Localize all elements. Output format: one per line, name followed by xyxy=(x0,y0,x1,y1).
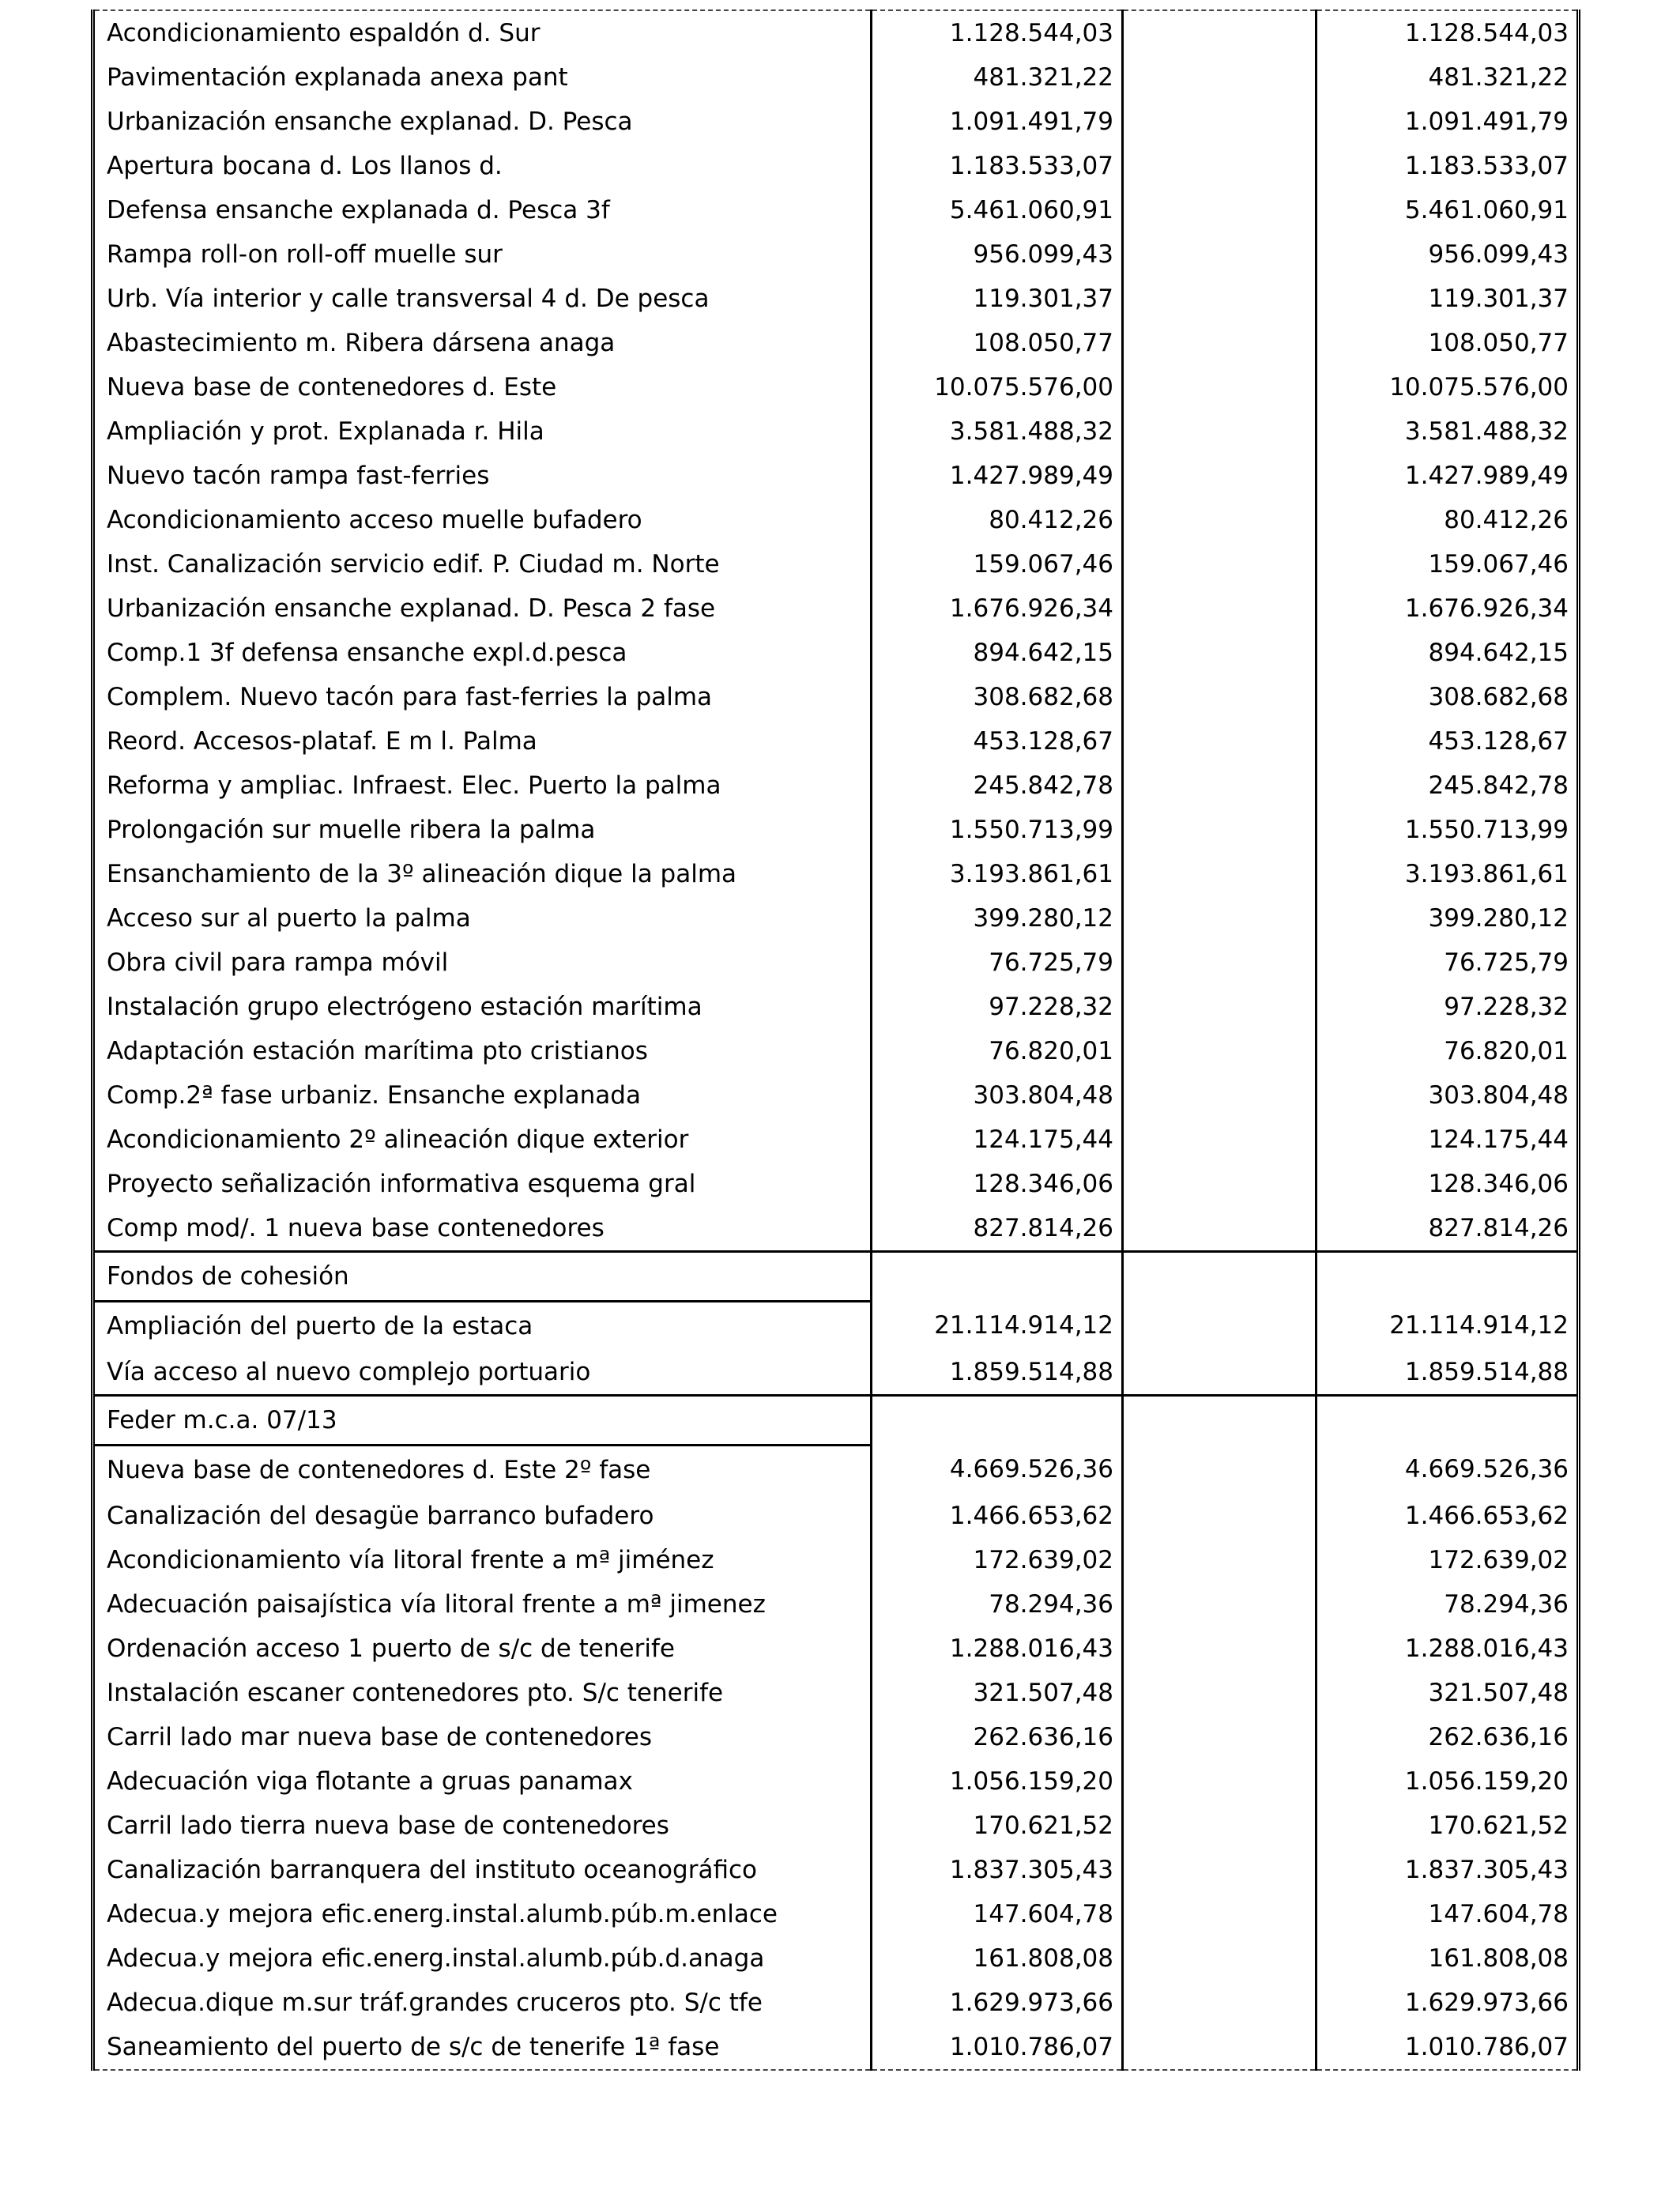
table-row xyxy=(93,188,1579,232)
project-description: Carril lado tierra nueva base de contenedores xyxy=(107,1811,669,1840)
table-row xyxy=(93,1029,1579,1073)
total-value: 1.056.159,20 xyxy=(1317,1759,1579,1804)
table-row xyxy=(93,896,1579,941)
table-row xyxy=(93,1936,1579,1981)
amount-value: 894.642,15 xyxy=(872,631,1123,675)
middle-value xyxy=(1123,1073,1317,1118)
amount-value: 1.676.926,34 xyxy=(872,586,1123,631)
section-header-row xyxy=(93,1396,1579,1446)
amount-value: 308.682,68 xyxy=(872,675,1123,719)
amount-value: 956.099,43 xyxy=(872,232,1123,277)
project-description: Nueva base de contenedores d. Este 2º fase xyxy=(107,1455,651,1484)
amount-value: 5.461.060,91 xyxy=(872,188,1123,232)
project-description: Comp.2ª fase urbaniz. Ensanche explanada xyxy=(107,1080,641,1110)
empty-cell xyxy=(872,1252,1123,1302)
project-description: Urbanización ensanche explanad. D. Pesca 2 fase xyxy=(107,594,716,623)
table-row xyxy=(93,1848,1579,1892)
middle-value xyxy=(1123,985,1317,1029)
project-description: Proyecto señalización informativa esquema gral xyxy=(107,1169,696,1198)
project-description: Rampa roll-on roll-off muelle sur xyxy=(107,239,503,269)
amount-value: 76.820,01 xyxy=(872,1029,1123,1073)
project-description: Apertura bocana d. Los llanos d. xyxy=(107,151,503,180)
total-value: 956.099,43 xyxy=(1317,232,1579,277)
middle-value xyxy=(1123,1759,1317,1804)
amount-value: 1.837.305,43 xyxy=(872,1848,1123,1892)
table-row xyxy=(93,985,1579,1029)
middle-value xyxy=(1123,188,1317,232)
middle-value xyxy=(1123,1715,1317,1759)
project-description: Ampliación del puerto de la estaca xyxy=(107,1311,533,1340)
table-row xyxy=(93,763,1579,808)
middle-value xyxy=(1123,100,1317,144)
project-description: Inst. Canalización servicio edif. P. Ciudad m. Norte xyxy=(107,549,720,579)
empty-cell xyxy=(1317,1396,1579,1446)
total-value: 170.621,52 xyxy=(1317,1804,1579,1848)
table-row xyxy=(93,144,1579,188)
table-row xyxy=(93,277,1579,321)
amount-value: 21.114.914,12 xyxy=(872,1302,1123,1351)
table-row xyxy=(93,542,1579,586)
table-row xyxy=(93,1715,1579,1759)
total-value: 128.346,06 xyxy=(1317,1162,1579,1206)
amount-value: 262.636,16 xyxy=(872,1715,1123,1759)
table-row xyxy=(93,1118,1579,1162)
table-row xyxy=(93,1627,1579,1671)
amount-value: 1.128.544,03 xyxy=(872,10,1123,55)
table-row xyxy=(93,498,1579,542)
middle-value xyxy=(1123,586,1317,631)
project-description: Comp.1 3f defensa ensanche expl.d.pesca xyxy=(107,638,627,667)
project-description: Ampliación y prot. Explanada r. Hila xyxy=(107,417,544,446)
total-value: 78.294,36 xyxy=(1317,1582,1579,1627)
amount-value: 80.412,26 xyxy=(872,498,1123,542)
middle-value xyxy=(1123,763,1317,808)
total-value: 76.820,01 xyxy=(1317,1029,1579,1073)
total-value: 303.804,48 xyxy=(1317,1073,1579,1118)
project-description: Carril lado mar nueva base de contenedores xyxy=(107,1722,653,1751)
middle-value xyxy=(1123,498,1317,542)
middle-value xyxy=(1123,1936,1317,1981)
middle-value xyxy=(1123,1350,1317,1396)
table-body xyxy=(93,10,1579,2070)
total-value: 159.067,46 xyxy=(1317,542,1579,586)
middle-value xyxy=(1123,1892,1317,1936)
middle-value xyxy=(1123,1446,1317,1495)
amount-value: 1.288.016,43 xyxy=(872,1627,1123,1671)
middle-value xyxy=(1123,1206,1317,1252)
table-row xyxy=(93,1302,1579,1351)
total-value: 119.301,37 xyxy=(1317,277,1579,321)
project-description: Ensanchamiento de la 3º alineación dique la palma xyxy=(107,859,737,888)
project-description: Obra civil para rampa móvil xyxy=(107,948,449,977)
middle-value xyxy=(1123,232,1317,277)
amount-value: 1.859.514,88 xyxy=(872,1350,1123,1396)
section-title: Fondos de cohesión xyxy=(93,1252,872,1302)
amount-value: 827.814,26 xyxy=(872,1206,1123,1252)
table-row xyxy=(93,454,1579,498)
table-row xyxy=(93,1206,1579,1252)
amount-value: 453.128,67 xyxy=(872,719,1123,763)
project-description: Urbanización ensanche explanad. D. Pesca xyxy=(107,107,633,136)
middle-value xyxy=(1123,1029,1317,1073)
total-value: 108.050,77 xyxy=(1317,321,1579,365)
project-description: Prolongación sur muelle ribera la palma xyxy=(107,815,596,844)
amount-value: 399.280,12 xyxy=(872,896,1123,941)
middle-value xyxy=(1123,454,1317,498)
total-value: 172.639,02 xyxy=(1317,1538,1579,1582)
table-row xyxy=(93,1162,1579,1206)
amount-value: 245.842,78 xyxy=(872,763,1123,808)
middle-value xyxy=(1123,1981,1317,2025)
total-value: 1.550.713,99 xyxy=(1317,808,1579,852)
middle-value xyxy=(1123,277,1317,321)
table-row xyxy=(93,55,1579,100)
middle-value xyxy=(1123,2025,1317,2070)
amount-value: 161.808,08 xyxy=(872,1936,1123,1981)
middle-value xyxy=(1123,1804,1317,1848)
middle-value xyxy=(1123,10,1317,55)
empty-cell xyxy=(872,1396,1123,1446)
table-row xyxy=(93,631,1579,675)
project-description: Urb. Vía interior y calle transversal 4 d. De pesca xyxy=(107,284,710,313)
table-row xyxy=(93,365,1579,409)
project-description: Acceso sur al puerto la palma xyxy=(107,903,471,933)
project-description: Nuevo tacón rampa fast-ferries xyxy=(107,461,490,490)
project-description: Adecua.y mejora efic.energ.instal.alumb.púb.d.anaga xyxy=(107,1943,765,1973)
table-row xyxy=(93,675,1579,719)
total-value: 80.412,26 xyxy=(1317,498,1579,542)
project-description: Adecuación viga flotante a gruas panamax xyxy=(107,1766,633,1796)
table-row xyxy=(93,232,1579,277)
table-row xyxy=(93,10,1579,55)
middle-value xyxy=(1123,365,1317,409)
total-value: 481.321,22 xyxy=(1317,55,1579,100)
amount-value: 172.639,02 xyxy=(872,1538,1123,1582)
table-row xyxy=(93,941,1579,985)
table-row xyxy=(93,1759,1579,1804)
total-value: 245.842,78 xyxy=(1317,763,1579,808)
project-description: Adecua.y mejora efic.energ.instal.alumb.púb.m.enlace xyxy=(107,1899,778,1928)
total-value: 3.193.861,61 xyxy=(1317,852,1579,896)
amount-value: 170.621,52 xyxy=(872,1804,1123,1848)
empty-cell xyxy=(1317,1252,1579,1302)
project-description: Canalización barranquera del instituto oceanográfico xyxy=(107,1855,757,1884)
amount-value: 128.346,06 xyxy=(872,1162,1123,1206)
project-description: Acondicionamiento 2º alineación dique exterior xyxy=(107,1125,689,1154)
middle-value xyxy=(1123,941,1317,985)
amount-value: 76.725,79 xyxy=(872,941,1123,985)
total-value: 321.507,48 xyxy=(1317,1671,1579,1715)
amount-value: 1.427.989,49 xyxy=(872,454,1123,498)
total-value: 453.128,67 xyxy=(1317,719,1579,763)
amount-value: 108.050,77 xyxy=(872,321,1123,365)
project-description: Defensa ensanche explanada d. Pesca 3f xyxy=(107,195,610,224)
amount-value: 1.091.491,79 xyxy=(872,100,1123,144)
table-row xyxy=(93,852,1579,896)
amount-value: 3.581.488,32 xyxy=(872,409,1123,454)
total-value: 4.669.526,36 xyxy=(1317,1446,1579,1495)
table-row xyxy=(93,1981,1579,2025)
middle-value xyxy=(1123,1582,1317,1627)
middle-value xyxy=(1123,852,1317,896)
table-row xyxy=(93,100,1579,144)
amount-value: 124.175,44 xyxy=(872,1118,1123,1162)
middle-value xyxy=(1123,1162,1317,1206)
total-value: 1.010.786,07 xyxy=(1317,2025,1579,2070)
total-value: 894.642,15 xyxy=(1317,631,1579,675)
amount-value: 303.804,48 xyxy=(872,1073,1123,1118)
project-description: Comp mod/. 1 nueva base contenedores xyxy=(93,1206,872,1252)
middle-value xyxy=(1123,719,1317,763)
middle-value xyxy=(1123,409,1317,454)
total-value: 1.427.989,49 xyxy=(1317,454,1579,498)
amount-value: 97.228,32 xyxy=(872,985,1123,1029)
table-row xyxy=(93,1892,1579,1936)
table-row xyxy=(93,1494,1579,1538)
project-description: Acondicionamiento espaldón d. Sur xyxy=(107,18,541,47)
project-description: Adecua.dique m.sur tráf.grandes cruceros pto. S/c tfe xyxy=(107,1988,763,2017)
total-value: 10.075.576,00 xyxy=(1317,365,1579,409)
total-value: 97.228,32 xyxy=(1317,985,1579,1029)
total-value: 1.676.926,34 xyxy=(1317,586,1579,631)
middle-value xyxy=(1123,55,1317,100)
project-description: Abastecimiento m. Ribera dársena anaga xyxy=(107,328,616,357)
total-value: 1.288.016,43 xyxy=(1317,1627,1579,1671)
amount-value: 159.067,46 xyxy=(872,542,1123,586)
middle-value xyxy=(1123,321,1317,365)
empty-cell xyxy=(1123,1252,1317,1302)
total-value: 124.175,44 xyxy=(1317,1118,1579,1162)
empty-cell xyxy=(1123,1396,1317,1446)
project-description: Instalación grupo electrógeno estación marítima xyxy=(107,992,703,1021)
table-row xyxy=(93,1582,1579,1627)
table-row xyxy=(93,2025,1579,2070)
middle-value xyxy=(1123,1538,1317,1582)
project-description: Vía acceso al nuevo complejo portuario xyxy=(93,1350,872,1396)
total-value: 1.091.491,79 xyxy=(1317,100,1579,144)
table-row xyxy=(93,1538,1579,1582)
middle-value xyxy=(1123,1848,1317,1892)
total-value: 399.280,12 xyxy=(1317,896,1579,941)
total-value: 1.128.544,03 xyxy=(1317,10,1579,55)
total-value: 147.604,78 xyxy=(1317,1892,1579,1936)
middle-value xyxy=(1123,1671,1317,1715)
table-row xyxy=(93,409,1579,454)
project-description: Pavimentación explanada anexa pant xyxy=(107,62,568,92)
amount-value: 1.183.533,07 xyxy=(872,144,1123,188)
total-value: 1.629.973,66 xyxy=(1317,1981,1579,2025)
total-value: 5.461.060,91 xyxy=(1317,188,1579,232)
project-description: Canalización del desagüe barranco bufadero xyxy=(107,1501,654,1530)
project-description: Nueva base de contenedores d. Este xyxy=(107,372,557,401)
total-value: 161.808,08 xyxy=(1317,1936,1579,1981)
project-description: Adecuación paisajística vía litoral frente a mª jimenez xyxy=(107,1589,766,1619)
amount-value: 78.294,36 xyxy=(872,1582,1123,1627)
amount-value: 4.669.526,36 xyxy=(872,1446,1123,1495)
table-row xyxy=(93,719,1579,763)
amount-value: 1.010.786,07 xyxy=(872,2025,1123,2070)
middle-value xyxy=(1123,631,1317,675)
total-value: 21.114.914,12 xyxy=(1317,1302,1579,1351)
middle-value xyxy=(1123,542,1317,586)
table-row xyxy=(93,321,1579,365)
middle-value xyxy=(1123,896,1317,941)
total-value: 76.725,79 xyxy=(1317,941,1579,985)
total-value: 1.183.533,07 xyxy=(1317,144,1579,188)
middle-value xyxy=(1123,1302,1317,1351)
table-row xyxy=(93,586,1579,631)
middle-value xyxy=(1123,144,1317,188)
total-value: 1.837.305,43 xyxy=(1317,1848,1579,1892)
project-description: Instalación escaner contenedores pto. S/c tenerife xyxy=(107,1678,724,1707)
project-description: Ordenación acceso 1 puerto de s/c de tenerife xyxy=(107,1634,675,1663)
table-row xyxy=(93,1804,1579,1848)
total-value: 1.466.653,62 xyxy=(1317,1494,1579,1538)
project-description: Reforma y ampliac. Infraest. Elec. Puerto la palma xyxy=(107,771,721,800)
middle-value xyxy=(1123,1494,1317,1538)
project-description: Reord. Accesos-plataf. E m l. Palma xyxy=(107,726,537,756)
middle-value xyxy=(1123,675,1317,719)
amount-value: 10.075.576,00 xyxy=(872,365,1123,409)
project-description: Acondicionamiento acceso muelle bufadero xyxy=(107,505,642,534)
table-row xyxy=(93,1671,1579,1715)
amount-value: 119.301,37 xyxy=(872,277,1123,321)
amount-value: 1.056.159,20 xyxy=(872,1759,1123,1804)
total-value: 308.682,68 xyxy=(1317,675,1579,719)
amount-value: 481.321,22 xyxy=(872,55,1123,100)
amount-value: 1.466.653,62 xyxy=(872,1494,1123,1538)
section-title: Feder m.c.a. 07/13 xyxy=(93,1396,872,1446)
middle-value xyxy=(1123,808,1317,852)
table-row xyxy=(93,1350,1579,1396)
total-value: 1.859.514,88 xyxy=(1317,1350,1579,1396)
project-description: Adaptación estación marítima pto cristianos xyxy=(107,1036,648,1065)
project-description: Saneamiento del puerto de s/c de tenerife 1ª fase xyxy=(107,2032,720,2061)
investment-table xyxy=(91,9,1580,2071)
amount-value: 1.629.973,66 xyxy=(872,1981,1123,2025)
amount-value: 147.604,78 xyxy=(872,1892,1123,1936)
amount-value: 1.550.713,99 xyxy=(872,808,1123,852)
section-header-row xyxy=(93,1252,1579,1302)
project-description: Complem. Nuevo tacón para fast-ferries la palma xyxy=(107,682,713,711)
middle-value xyxy=(1123,1627,1317,1671)
amount-value: 321.507,48 xyxy=(872,1671,1123,1715)
total-value: 262.636,16 xyxy=(1317,1715,1579,1759)
total-value: 827.814,26 xyxy=(1317,1206,1579,1252)
total-value: 3.581.488,32 xyxy=(1317,409,1579,454)
project-description: Acondicionamiento vía litoral frente a mª jiménez xyxy=(107,1545,714,1574)
table-row xyxy=(93,808,1579,852)
table-row xyxy=(93,1073,1579,1118)
table-row xyxy=(93,1446,1579,1495)
middle-value xyxy=(1123,1118,1317,1162)
amount-value: 3.193.861,61 xyxy=(872,852,1123,896)
